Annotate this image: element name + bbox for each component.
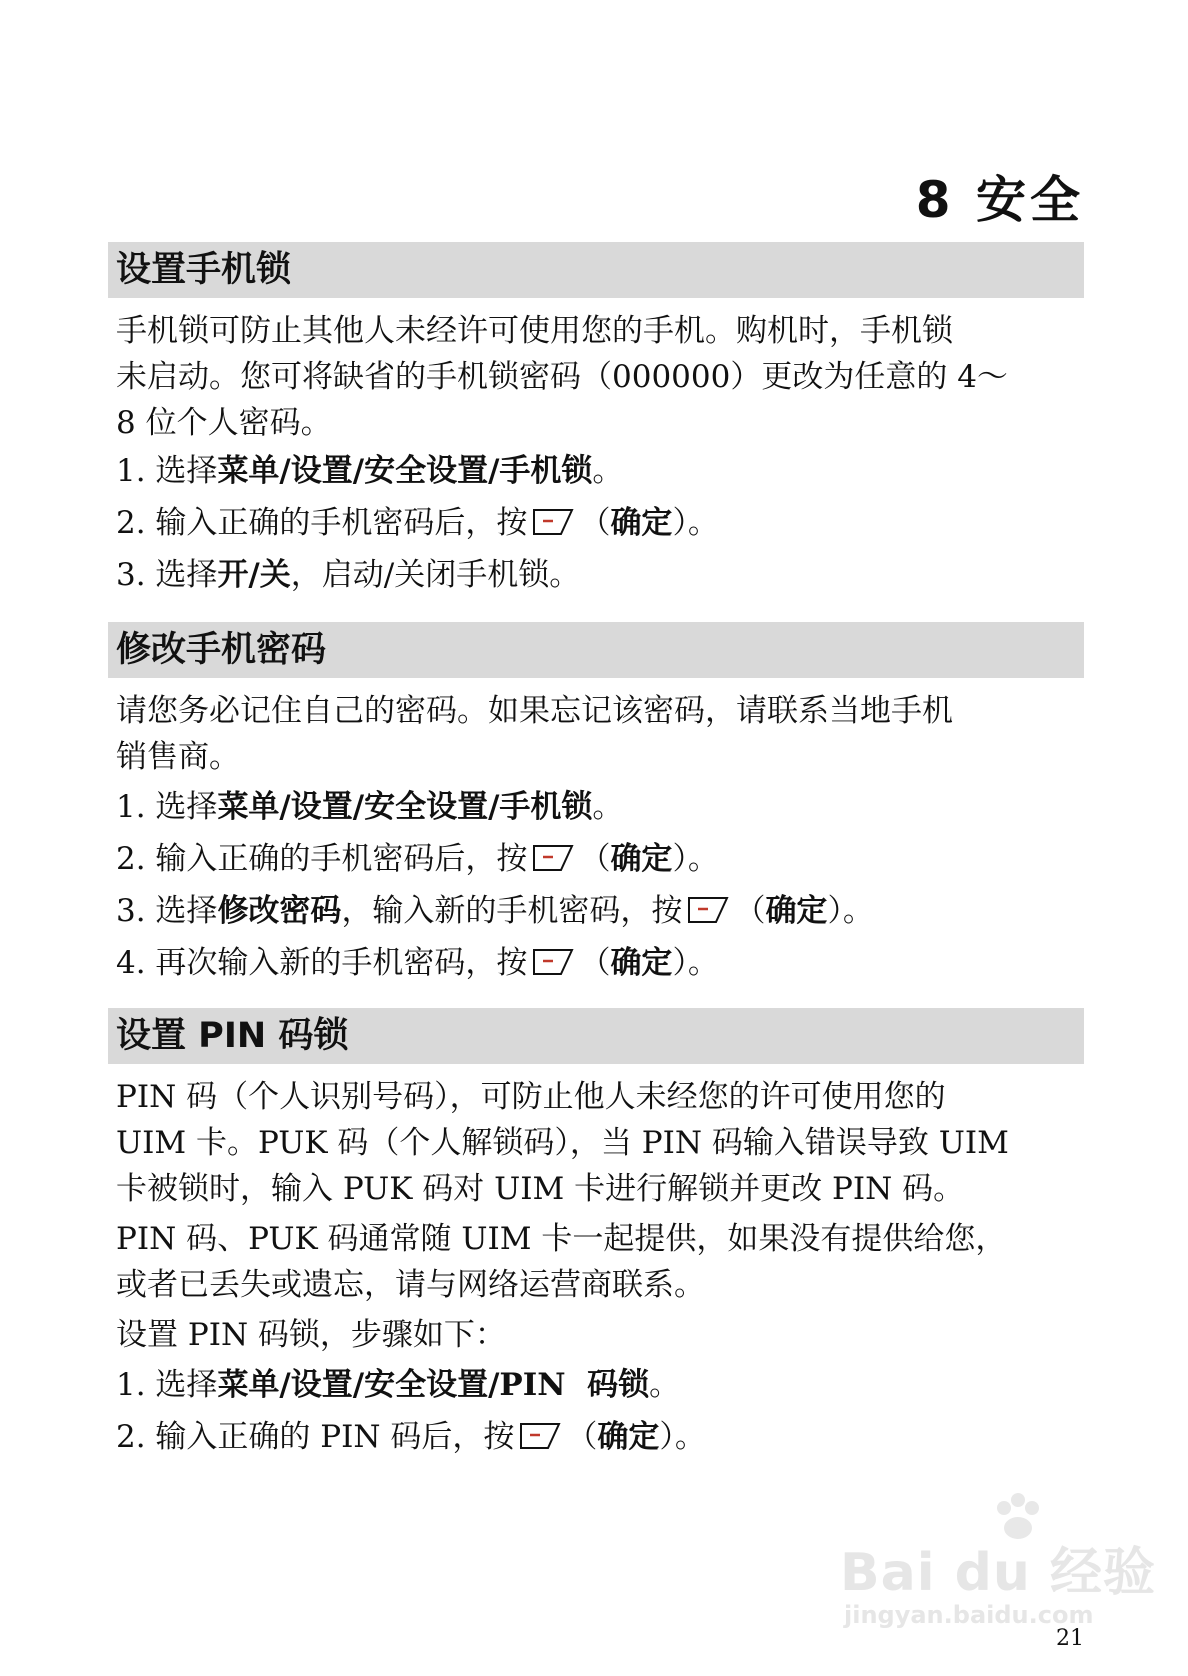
softkey-label: 确定 — [597, 1419, 660, 1455]
left-softkey-icon — [518, 1421, 562, 1451]
step-item — [116, 552, 1084, 598]
step-text: ，输入新的手机密码，按 — [341, 893, 683, 929]
step-item — [116, 888, 1084, 934]
menu-path: 菜单/设置/安全设置/手机锁 — [217, 453, 593, 489]
step-list — [116, 448, 1084, 598]
step-text: （ — [579, 841, 611, 877]
intro-line: 销售商。 — [116, 739, 240, 775]
section-heading-bar — [108, 1008, 1084, 1064]
left-softkey-icon — [531, 947, 575, 977]
step-text: 。 — [592, 453, 624, 489]
section-heading: 设置 PIN 码锁 — [116, 1016, 349, 1056]
step-text: 。 — [592, 789, 624, 825]
lead-in: 设置 PIN 码锁，步骤如下： — [116, 1317, 506, 1353]
step-text: 。 — [649, 1367, 681, 1403]
step-text: 4. 再次输入新的手机密码，按 — [116, 945, 528, 981]
page-number: 21 — [1056, 1626, 1084, 1651]
menu-path: 菜单/设置/安全设置/手机锁 — [217, 789, 593, 825]
step-text: 1. 选择 — [116, 1367, 218, 1403]
menu-option: 开/关 — [217, 557, 291, 593]
note-line: 或者已丢失或遗忘，请与网络运营商联系。 — [116, 1267, 705, 1303]
step-text: ）。 — [672, 841, 719, 877]
section-intro — [116, 688, 1084, 780]
step-text: 2. 输入正确的 PIN 码后，按 — [116, 1419, 515, 1455]
step-text: 3. 选择 — [116, 893, 218, 929]
intro-line: PIN 码（个人识别号码），可防止他人未经您的许可使用您的 — [116, 1079, 946, 1115]
step-text: （ — [566, 1419, 598, 1455]
step-item — [116, 784, 1084, 830]
menu-option: 修改密码 — [217, 893, 342, 929]
step-text: 1. 选择 — [116, 789, 218, 825]
softkey-label: 确定 — [610, 945, 673, 981]
step-item — [116, 836, 1084, 882]
intro-line: 8 位个人密码。 — [116, 405, 332, 441]
step-text: 2. 输入正确的手机密码后，按 — [116, 505, 528, 541]
section-heading-bar — [108, 242, 1084, 298]
intro-line: 手机锁可防止其他人未经许可使用您的手机。购机时，手机锁 — [116, 313, 953, 349]
watermark-brand: Bai du 经验 — [840, 1543, 1156, 1603]
step-text: 1. 选择 — [116, 453, 218, 489]
step-text: 3. 选择 — [116, 557, 218, 593]
step-text: ）。 — [827, 893, 874, 929]
step-text: （ — [579, 945, 611, 981]
step-text: ）。 — [659, 1419, 706, 1455]
step-item — [116, 940, 1084, 986]
step-text: ）。 — [672, 505, 719, 541]
note-line: PIN 码、PUK 码通常随 UIM 卡一起提供，如果没有提供给您， — [116, 1221, 1007, 1257]
left-softkey-icon — [531, 843, 575, 873]
step-text: ）。 — [672, 945, 719, 981]
section-heading: 修改手机密码 — [116, 630, 327, 670]
left-softkey-icon — [686, 895, 730, 925]
softkey-label: 确定 — [610, 841, 673, 877]
intro-line: UIM 卡。PUK 码（个人解锁码），当 PIN 码输入错误导致 UIM — [116, 1125, 1009, 1161]
step-text: （ — [579, 505, 611, 541]
step-item — [116, 1414, 1084, 1460]
watermark-site: jingyan.baidu.com — [844, 1601, 1094, 1629]
softkey-label: 确定 — [765, 893, 828, 929]
intro-line: 未启动。您可将缺省的手机锁密码（000000）更改为任意的 4～ — [116, 359, 1008, 395]
section-intro — [116, 1074, 1084, 1212]
step-item — [116, 1362, 1084, 1408]
chapter-title: 8 安全 — [915, 171, 1084, 229]
step-item — [116, 448, 1084, 494]
step-list — [116, 784, 1084, 986]
section-heading: 设置手机锁 — [116, 250, 292, 290]
section-note — [116, 1216, 1084, 1308]
left-softkey-icon — [531, 507, 575, 537]
watermark — [840, 1530, 1156, 1629]
step-list — [116, 1362, 1084, 1460]
menu-path: 菜单/设置/安全设置/PIN 码锁 — [217, 1367, 650, 1403]
step-text: 2. 输入正确的手机密码后，按 — [116, 841, 528, 877]
softkey-label: 确定 — [610, 505, 673, 541]
step-text: ，启动/关闭手机锁。 — [290, 557, 581, 593]
section-heading-bar — [108, 622, 1084, 678]
intro-line: 请您务必记住自己的密码。如果忘记该密码，请联系当地手机 — [116, 693, 953, 729]
intro-line: 卡被锁时，输入 PUK 码对 UIM 卡进行解锁并更改 PIN 码。 — [116, 1171, 965, 1207]
section-intro — [116, 308, 1084, 446]
step-item — [116, 500, 1084, 546]
step-text: （ — [734, 893, 766, 929]
